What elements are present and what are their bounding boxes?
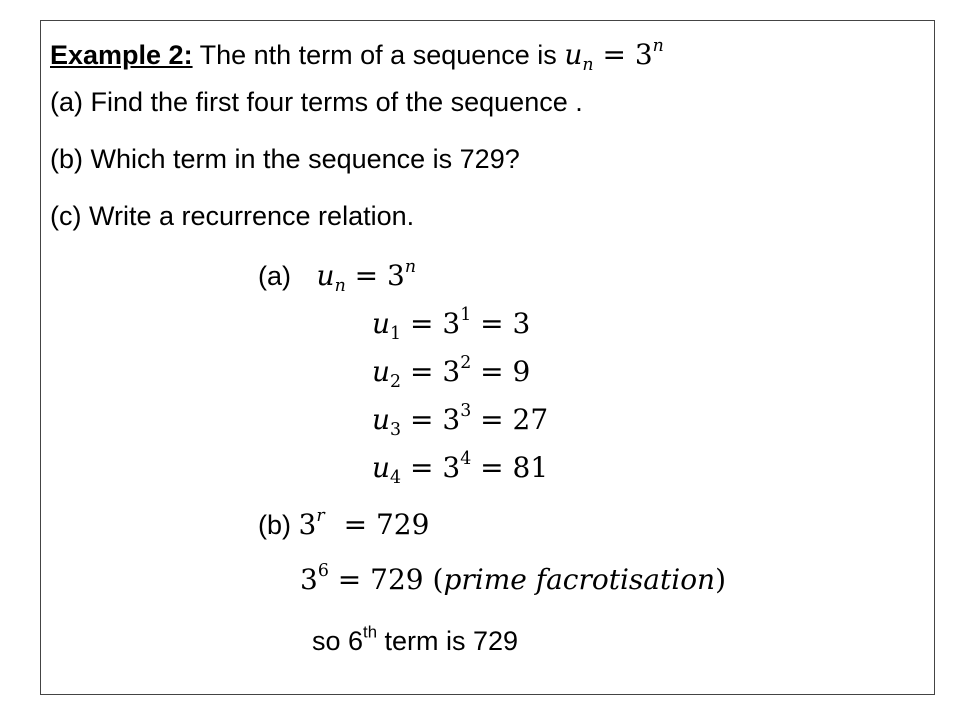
solution-b-conclusion: so 6th term is 729 [312, 622, 519, 656]
nth-term-formula: $u_n = 3^n$ [564, 35, 664, 76]
example-intro: The nth term of a sequence is [199, 40, 557, 70]
question-b: (b) Which term in the sequence is 729? [50, 144, 520, 174]
solution-b-working: $3^6 = 729$ (prime facrotisation) [300, 560, 727, 596]
solution-b-equation [258, 505, 430, 541]
example-heading: Example 2: [50, 40, 193, 70]
power-equation: 3$^r$ = 729 [298, 505, 430, 541]
solution-a-general [258, 256, 417, 297]
term-u3: $u_3 = 3^3 = 27$ [372, 400, 549, 441]
term-u2: $u_2 = 3^2 = 9$ [372, 352, 531, 393]
term-u4: $u_4 = 3^4 = 81$ [372, 448, 549, 489]
solution-b-label: (b) [258, 510, 291, 540]
example-heading-line [50, 35, 664, 76]
general-term: $u_n = 3^n$ [316, 256, 417, 297]
question-c: (c) Write a recurrence relation. [50, 201, 415, 231]
term-u1: $u_1 = 3^1 = 3$ [372, 304, 531, 345]
question-a: (a) Find the first four terms of the sequence . [50, 87, 583, 117]
solution-a-label: (a) [258, 261, 291, 291]
